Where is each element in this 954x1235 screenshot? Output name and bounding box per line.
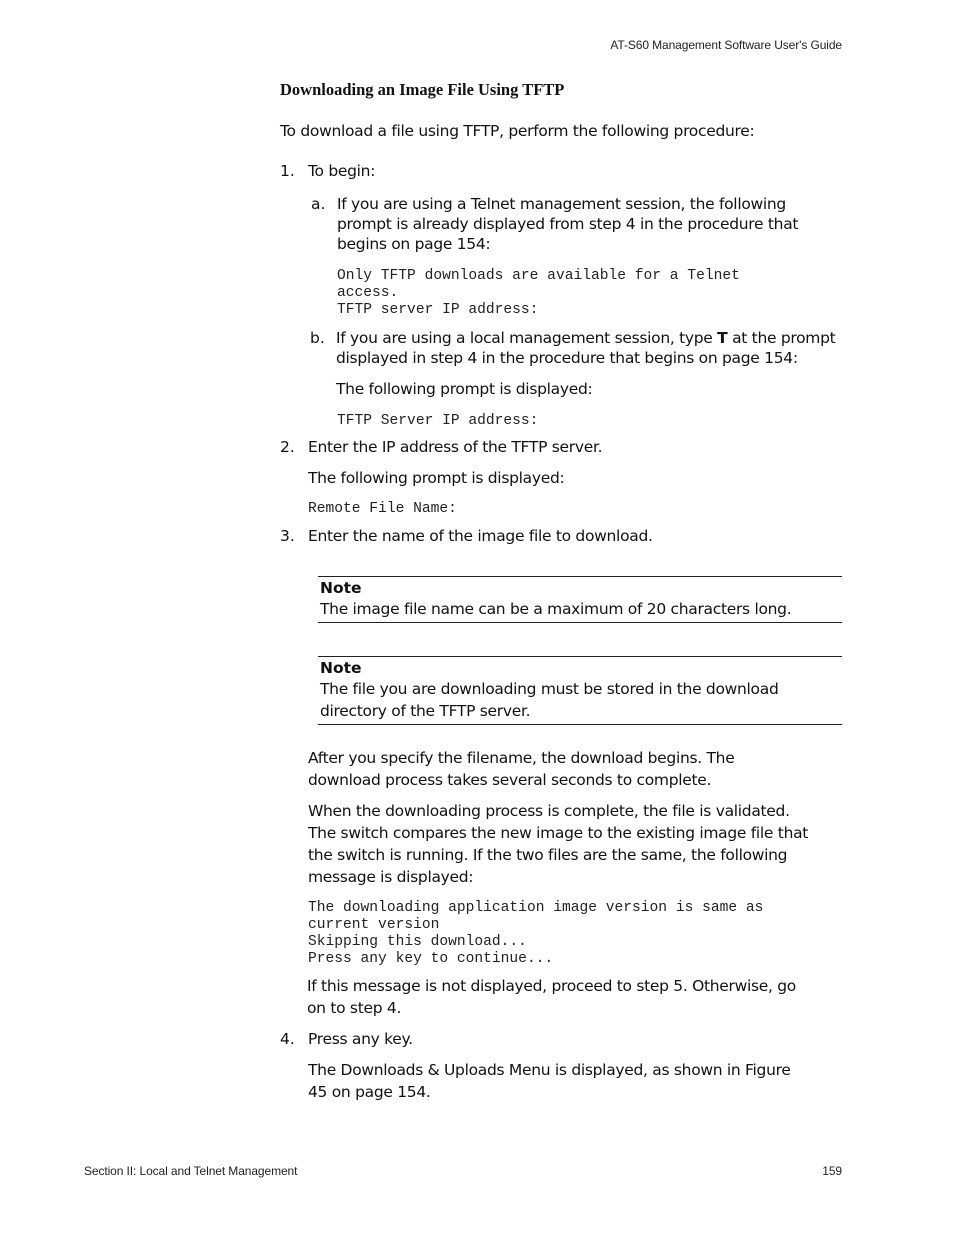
running-header: AT-S60 Management Software User's Guide: [610, 38, 842, 52]
text-line: If you are using a local management session, type T at the prompt: [336, 329, 836, 347]
step-text: Enter the IP address of the TFTP server.: [308, 438, 603, 456]
step-text: To begin:: [308, 162, 376, 180]
step-text: Enter the name of the image file to download.: [308, 527, 653, 545]
intro-paragraph: To download a file using TFTP, perform the following procedure:: [280, 122, 755, 140]
paragraph: [308, 800, 808, 888]
prompt-note: The following prompt is displayed:: [308, 469, 565, 487]
text-line: If you are using a Telnet management session, the following: [337, 195, 786, 213]
code-block: TFTP Server IP address:: [337, 413, 539, 429]
paragraph: [307, 975, 796, 1019]
substep-label: a.: [311, 195, 326, 213]
text-line: If this message is not displayed, proceed to step 5. Otherwise, go: [307, 977, 796, 995]
substep-b-text: [336, 328, 835, 368]
note-title: Note: [320, 659, 362, 677]
text-line: The file you are downloading must be stored in the download: [320, 680, 779, 698]
step-text: Press any key.: [308, 1030, 413, 1048]
substep-a-text: [337, 194, 798, 254]
text-line: begins on page 154:: [337, 235, 491, 253]
substep-label: b.: [310, 329, 325, 347]
text-line: When the downloading process is complete, the file is validated.: [308, 802, 790, 820]
step-number: 4.: [280, 1030, 295, 1048]
step-number: 2.: [280, 438, 295, 456]
note-rule-top: [318, 656, 842, 657]
note-rule-bottom: [318, 724, 842, 725]
text-line: the switch is running. If the two files are the same, the following: [308, 846, 788, 864]
note-text: [320, 678, 778, 722]
code-block: Remote File Name:: [308, 501, 457, 517]
text-line: message is displayed:: [308, 868, 474, 886]
step-number: 1.: [280, 162, 295, 180]
page-number: 159: [822, 1164, 842, 1178]
note-title: Note: [320, 579, 362, 597]
footer-section: Section II: Local and Telnet Management: [84, 1164, 298, 1178]
key-t: T: [717, 329, 728, 347]
paragraph: [308, 1059, 791, 1103]
note-rule-top: [318, 576, 842, 577]
text-line: The Downloads & Uploads Menu is displayed, as shown in Figure: [308, 1061, 791, 1079]
text-line: prompt is already displayed from step 4 in the procedure that: [337, 215, 799, 233]
section-title: Downloading an Image File Using TFTP: [280, 80, 565, 99]
code-block: The downloading application image version is same as current version Skipping this download... Press any key to continue...: [308, 900, 764, 967]
paragraph: [308, 747, 734, 791]
text-line: on to step 4.: [307, 999, 402, 1017]
text-line: displayed in step 4 in the procedure that begins on page 154:: [336, 349, 798, 367]
text-line: The switch compares the new image to the existing image file that: [308, 824, 809, 842]
text-line: directory of the TFTP server.: [320, 702, 531, 720]
text-line: 45 on page 154.: [308, 1083, 431, 1101]
step-number: 3.: [280, 527, 295, 545]
prompt-note: The following prompt is displayed:: [336, 380, 593, 398]
text-line: download process takes several seconds to complete.: [308, 771, 712, 789]
note-text: The image file name can be a maximum of 20 characters long.: [320, 600, 792, 618]
code-block: Only TFTP downloads are available for a Telnet access. TFTP server IP address:: [337, 268, 740, 318]
note-rule-bottom: [318, 622, 842, 623]
text-line: After you specify the filename, the download begins. The: [308, 749, 735, 767]
